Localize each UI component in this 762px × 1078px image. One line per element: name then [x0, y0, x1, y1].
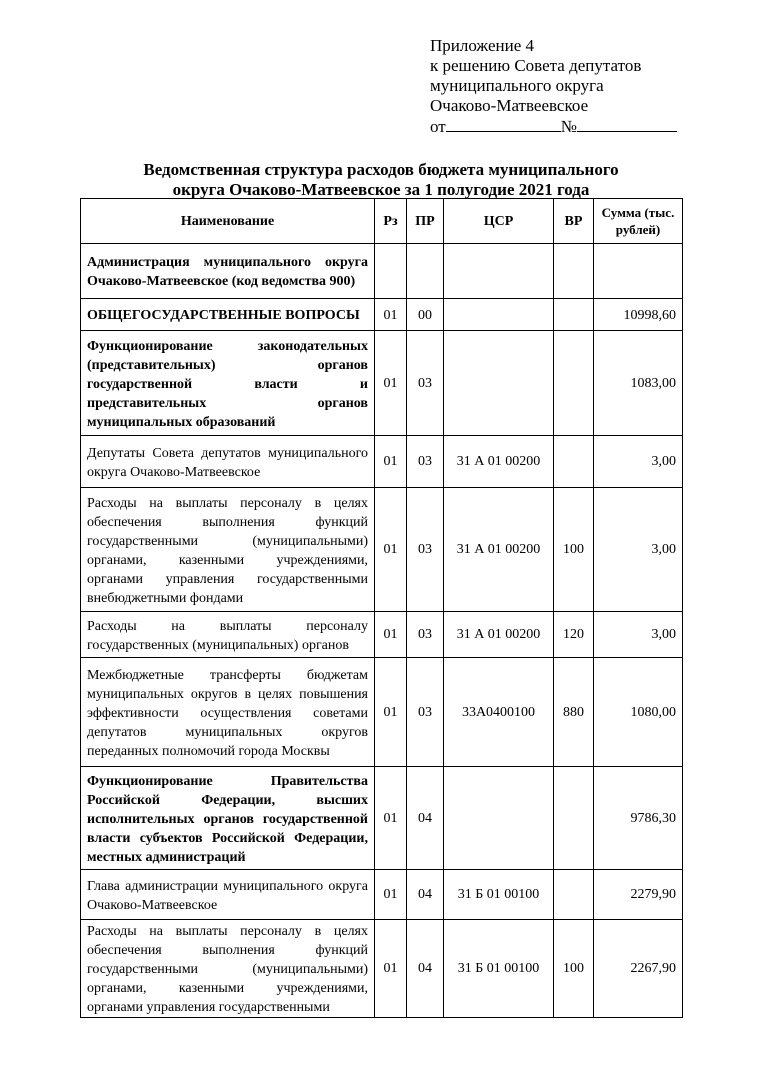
row-pr: 04 — [407, 870, 444, 920]
row-csr — [444, 331, 554, 436]
row-csr: 31 А 01 00200 — [444, 612, 554, 658]
row-pr — [407, 244, 444, 299]
table-row — [81, 331, 683, 436]
row-rz: 01 — [375, 920, 407, 1018]
row-pr: 00 — [407, 299, 444, 331]
row-rz: 01 — [375, 299, 407, 331]
budget-table — [80, 198, 683, 1018]
appendix-line: Очаково-Матвеевское — [430, 96, 589, 115]
row-csr — [444, 299, 554, 331]
row-sum: 2267,90 — [594, 920, 683, 1018]
row-vr — [554, 870, 594, 920]
table-row — [81, 436, 683, 488]
row-name: Администрация муниципального округа Очаково-Матвеевское (код ведомства 900) — [81, 244, 375, 299]
table-row — [81, 767, 683, 870]
header-csr: ЦСР — [444, 199, 554, 244]
appendix-line: муниципального округа — [430, 76, 604, 95]
row-vr — [554, 244, 594, 299]
header-sum: Сумма (тыс. рублей) — [594, 199, 683, 244]
row-vr — [554, 299, 594, 331]
row-csr: 33А0400100 — [444, 658, 554, 767]
table-row — [81, 658, 683, 767]
row-name: Депутаты Совета депутатов муниципального округа Очаково-Матвеевское — [81, 436, 375, 488]
row-name: Расходы на выплаты персоналу в целях обеспечения выполнения функций государственными (муниципальными) органами, казенными учреждениями, органами управления государственными внебюджетными фондами — [81, 488, 375, 612]
row-csr: 31 А 01 00200 — [444, 488, 554, 612]
row-vr: 120 — [554, 612, 594, 658]
header-rz: Рз — [375, 199, 407, 244]
row-rz — [375, 244, 407, 299]
row-rz: 01 — [375, 767, 407, 870]
row-rz: 01 — [375, 658, 407, 767]
table-row — [81, 244, 683, 299]
row-pr: 04 — [407, 920, 444, 1018]
table-header-row — [81, 199, 683, 244]
row-csr — [444, 244, 554, 299]
row-pr: 03 — [407, 436, 444, 488]
row-pr: 03 — [407, 658, 444, 767]
number-blank-line — [577, 116, 677, 132]
date-blank-line — [446, 116, 561, 132]
row-rz: 01 — [375, 331, 407, 436]
row-vr — [554, 767, 594, 870]
row-sum: 1083,00 — [594, 331, 683, 436]
row-name: Расходы на выплаты персоналу в целях обеспечения выполнения функций государственными (муниципальными) органами, казенными учреждениями, органами управления государственными — [81, 920, 375, 1018]
row-name: Межбюджетные трансферты бюджетам муниципальных округов в целях повышения эффективности осуществления советами депутатов муниципальных округов переданных полномочий города Москвы — [81, 658, 375, 767]
row-sum: 3,00 — [594, 436, 683, 488]
row-pr: 03 — [407, 612, 444, 658]
row-vr: 100 — [554, 920, 594, 1018]
row-csr: 31 А 01 00200 — [444, 436, 554, 488]
row-name: Глава администрации муниципального округа Очаково-Матвеевское — [81, 870, 375, 920]
row-vr — [554, 331, 594, 436]
row-pr: 03 — [407, 488, 444, 612]
row-sum — [594, 244, 683, 299]
row-rz: 01 — [375, 436, 407, 488]
document-title — [80, 160, 682, 200]
row-csr: 31 Б 01 00100 — [444, 870, 554, 920]
row-rz: 01 — [375, 488, 407, 612]
appendix-line: к решению Совета депутатов — [430, 56, 642, 75]
row-sum: 3,00 — [594, 612, 683, 658]
row-name: Функционирование законодательных (представительных) органов государственной власти и представительных органов муниципальных образований — [81, 331, 375, 436]
title-line: округа Очаково-Матвеевское за 1 полугодие 2021 года — [172, 180, 590, 199]
number-label: № — [560, 117, 577, 136]
row-vr — [554, 436, 594, 488]
table-row — [81, 612, 683, 658]
row-sum: 10998,60 — [594, 299, 683, 331]
table-row — [81, 920, 683, 1018]
row-rz: 01 — [375, 870, 407, 920]
header-vr: ВР — [554, 199, 594, 244]
row-pr: 04 — [407, 767, 444, 870]
table-row — [81, 870, 683, 920]
row-name: ОБЩЕГОСУДАРСТВЕННЫЕ ВОПРОСЫ — [81, 299, 375, 331]
table-row — [81, 299, 683, 331]
appendix-block — [430, 36, 677, 137]
row-sum: 3,00 — [594, 488, 683, 612]
row-name: Функционирование Правительства Российской Федерации, высших исполнительных органов государственной власти субъектов Российской Федерации, местных администраций — [81, 767, 375, 870]
appendix-line: Приложение 4 — [430, 36, 534, 55]
row-sum: 2279,90 — [594, 870, 683, 920]
row-rz: 01 — [375, 612, 407, 658]
header-pr: ПР — [407, 199, 444, 244]
title-line: Ведомственная структура расходов бюджета муниципального — [143, 160, 619, 179]
date-label: от — [430, 117, 446, 136]
table-row — [81, 488, 683, 612]
row-pr: 03 — [407, 331, 444, 436]
row-csr — [444, 767, 554, 870]
header-name: Наименование — [81, 199, 375, 244]
row-vr: 880 — [554, 658, 594, 767]
row-sum: 1080,00 — [594, 658, 683, 767]
row-csr: 31 Б 01 00100 — [444, 920, 554, 1018]
row-vr: 100 — [554, 488, 594, 612]
appendix-date-line — [430, 116, 677, 137]
row-name: Расходы на выплаты персоналу государственных (муниципальных) органов — [81, 612, 375, 658]
row-sum: 9786,30 — [594, 767, 683, 870]
